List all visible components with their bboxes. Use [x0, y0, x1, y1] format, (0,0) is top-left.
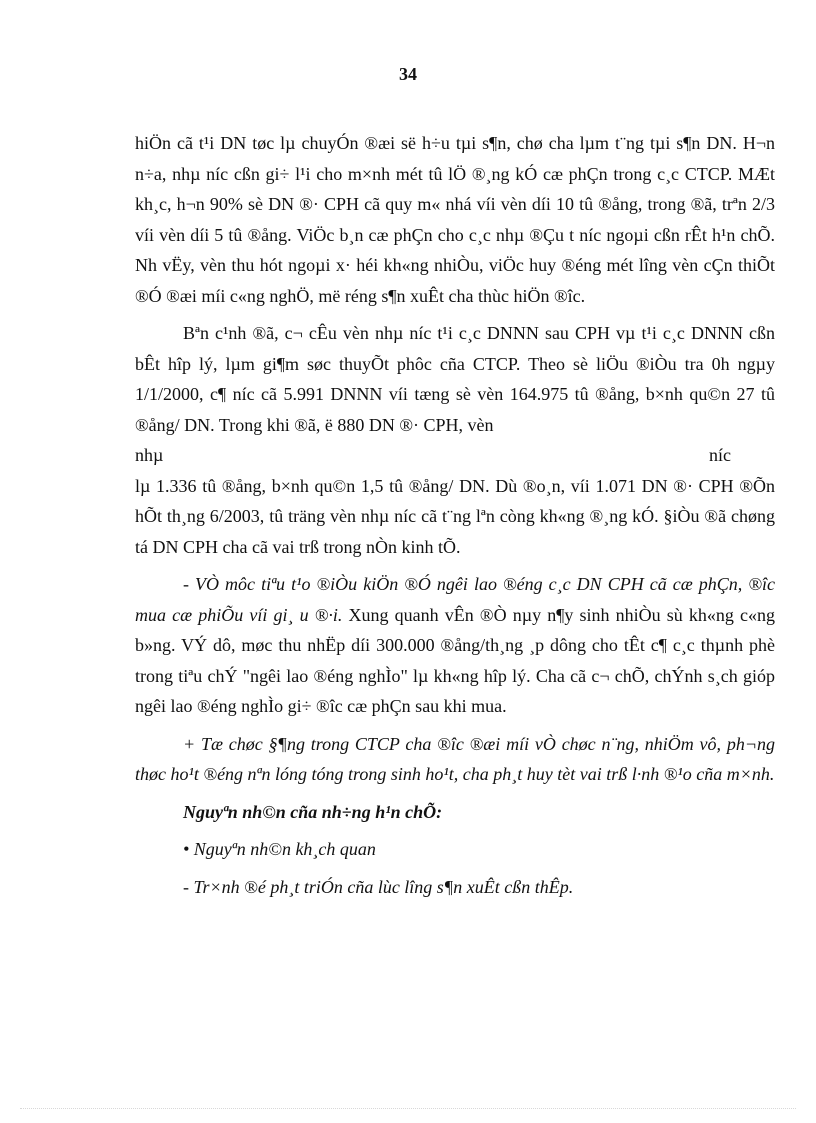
- paragraph-3: [135, 569, 775, 722]
- section-heading: Nguyªn nh©n cña nh÷ng h¹n chÕ:: [183, 801, 443, 822]
- paragraph-2-split-line: [135, 440, 775, 471]
- split-line-right: níc: [709, 445, 731, 465]
- last-line: - Tr×nh ®é ph¸t triÓn cña lùc lîng s¶n xuÊt cßn thÊp.: [183, 876, 574, 897]
- paragraph-4: + Tæ chøc §¶ng trong CTCP cha ®îc ®æi míi vÒ chøc n¨ng, nhiÖm vô, ph¬ng thøc ho¹t ®éng nªn lóng tóng trong sinh ho¹t, cha ph¸t huy tèt vai trß l·nh ®¹o cña m×nh.: [135, 733, 775, 784]
- paragraph-1: hiÖn cã t¹i DN tøc lµ chuyÓn ®æi së h÷u tµi s¶n, chø cha lµm t¨ng tµi s¶n DN. H¬n n÷a, nhµ níc cßn gi÷ l¹i cho m×nh mét tû lÖ ®¸ng kÓ cæ phÇn trong c¸c CTCP. MÆt kh¸c, h¬n 90% sè DN ®· CPH cã quy m« nhá víi vèn díi 10 tû ®ång, trong ®ã, trªn 2/3 víi vèn díi 5 tû ®ång. ViÖc b¸n cæ phÇn cho c¸c nhµ ®Çu t níc ngoµi cßn rÊt h¹n chÕ. Nh vËy, vèn thu hót ngoµi x· héi kh«ng nhiÒu, viÖc huy ®éng mét lîng vèn cÇn thiÕt ®Ó ®æi míi c«ng nghÖ, më réng s¶n xuÊt cha thùc hiÖn ®îc.: [135, 133, 775, 306]
- page-bottom-rule: [20, 1108, 796, 1109]
- paragraph-2: [135, 318, 775, 562]
- split-line-left: nhµ: [135, 445, 164, 465]
- document-body: [135, 128, 775, 909]
- paragraph-2-rest: lµ 1.336 tû ®ång, b×nh qu©n 1,5 tû ®ång/ DN. Dù ®o¸n, víi 1.071 DN ®· CPH ®Õn hÕt th¸ng 6/2003, tû träng vèn nhµ níc cã t¨ng lªn còng kh«ng ®¸ng kÓ. §iÒu ®ã chøng tá DN CPH cha cã vai trß trong nÒn kinh tÕ.: [135, 475, 775, 557]
- page-number: 34: [399, 64, 417, 84]
- bullet-item: • Nguyªn nh©n kh¸ch quan: [183, 839, 376, 859]
- paragraph-3-rest: Xung quanh vÊn ®Ò nµy n¶y sinh nhiÒu sù kh«ng c«ng b»ng. VÝ dô, møc thu nhËp díi 300.000 ®ång/th¸ng ¸p dông cho tÊt c¶ c¸c thµnh phè trong tiªu chÝ "ngêi lao ®éng nghÌo" lµ kh«ng hîp lý. Cha cã c¬ chÕ, chÝnh s¸ch gióp ngêi lao ®éng nghÌo gi÷ ®îc cæ phÇn sau khi mua.: [135, 604, 775, 716]
- paragraph-2-main: Bªn c¹nh ®ã, c¬ cÊu vèn nhµ níc t¹i c¸c DNNN sau CPH vµ t¹i c¸c DNNN cßn bÊt hîp lý, lµm gi¶m søc thuyÕt phôc cña CTCP. Theo sè liÖu ®iÒu tra 0h ngµy 1/1/2000, c¶ níc cã 5.991 DNNN víi tæng sè vèn 164.975 tû ®ång, b×nh qu©n 27 tû ®ång/ DN. Trong khi ®ã, ë 880 DN ®· CPH, vèn: [135, 323, 775, 435]
- paragraph-3-italic: - VÒ môc tiªu t¹o ®iÒu kiÖn ®Ó ngêi lao ®éng c¸c DN CPH cã cæ phÇn, ®îc mua cæ phiÕu víi gi¸ u ®·i.: [135, 574, 775, 625]
